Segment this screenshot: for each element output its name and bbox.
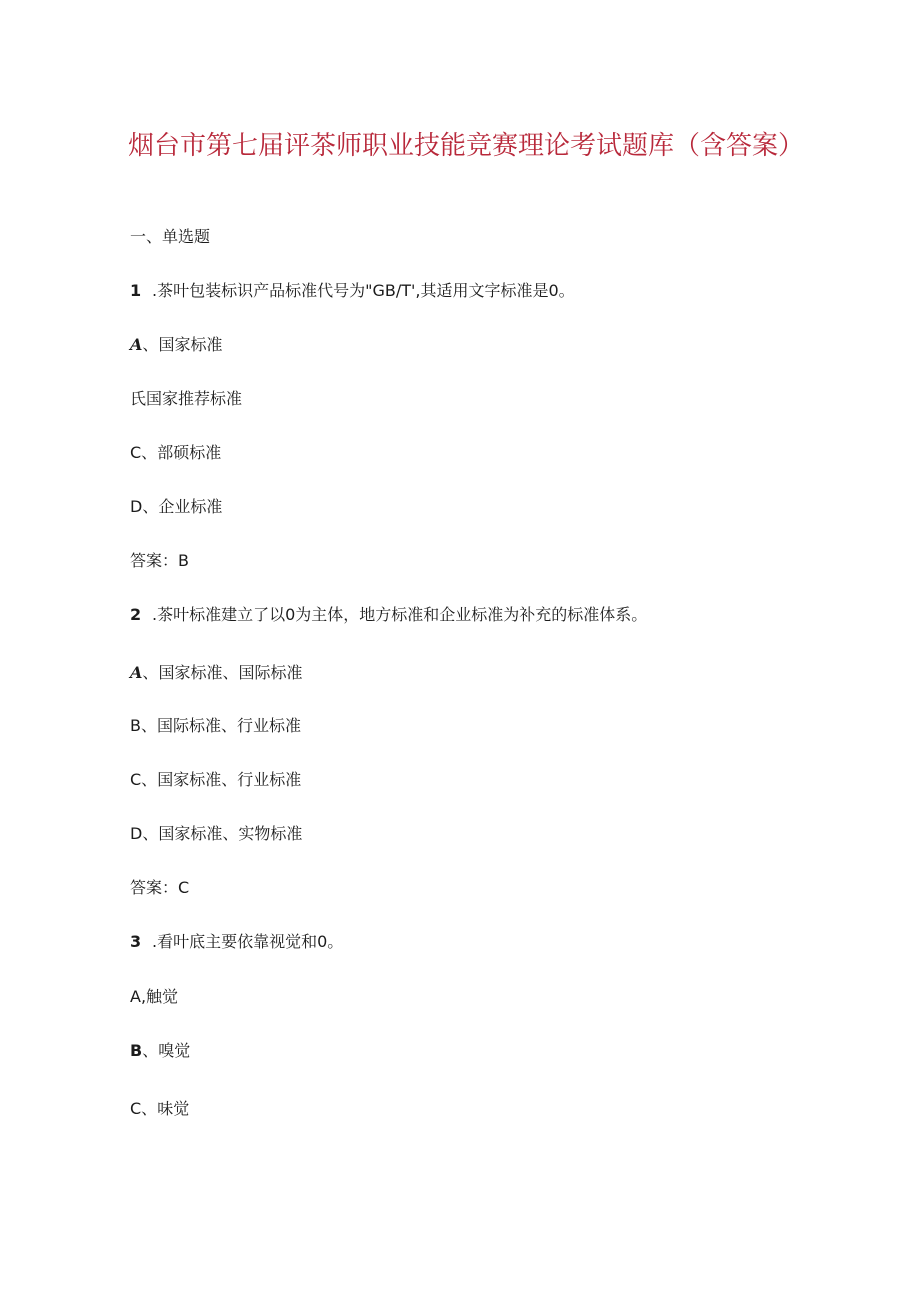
answer-1: 答案：B [130,551,189,570]
option-separator: 、 [142,335,159,354]
option-separator: 、 [142,824,159,843]
option-1d [130,495,222,519]
option-separator: , [140,987,147,1006]
option-2a [130,661,302,685]
question-1 [130,279,575,303]
option-separator: 、 [142,663,159,682]
section-heading: 一、单选题 [130,227,211,246]
option-text: 国家标准、行业标准 [157,770,302,789]
option-letter: B [130,716,141,735]
option-2d [130,822,302,846]
option-text: 氏国家推荐标准 [130,389,243,408]
option-letter: C [130,1099,142,1118]
option-separator: 、 [141,443,158,462]
option-3b [130,1039,190,1063]
option-letter: C [130,770,142,789]
option-separator: 、 [141,1099,158,1118]
option-text: 国家标准、实物标准 [158,824,303,843]
option-3c [130,1097,189,1121]
option-text: 企业标准 [158,497,223,516]
option-letter: D [130,824,143,843]
option-letter: C [130,443,142,462]
option-3a [130,985,178,1009]
option-text: 部硕标准 [157,443,222,462]
option-text: 国家标准 [158,335,223,354]
answer-2: 答案：C [130,878,190,897]
document-title: 烟台市第七届评茶师职业技能竞赛理论考试题库（含答案） [128,131,805,161]
option-text: 触觉 [146,987,179,1006]
option-text: 味觉 [157,1099,190,1118]
option-1b [130,387,242,411]
question-text: .看叶底主要依靠视觉和0。 [152,932,344,951]
question-2 [130,603,647,627]
option-letter: A [130,987,141,1006]
option-2c [130,768,301,792]
option-separator: 、 [141,770,158,789]
option-separator: 、 [142,1041,159,1060]
option-text: 嗅觉 [158,1041,191,1060]
option-separator: 、 [140,716,157,735]
option-letter: A [130,335,143,354]
option-1a [130,333,222,357]
question-3 [130,930,343,954]
option-letter: D [130,497,143,516]
question-number: 2 [130,605,142,624]
question-number: 1 [130,281,142,300]
option-separator: 、 [142,497,159,516]
option-1c [130,441,221,465]
question-number: 3 [130,932,142,951]
question-text: .茶叶标准建立了以0为主体，地方标准和企业标准为补充的标准体系。 [152,605,648,624]
option-text: 国际标准、行业标准 [157,716,302,735]
option-letter: B [130,1041,143,1060]
option-2b [130,714,301,738]
option-text: 国家标准、国际标准 [158,663,303,682]
option-letter: A [130,663,143,682]
question-text: .茶叶包装标识产品标准代号为"GB/T',其适用文字标准是0。 [152,281,575,300]
